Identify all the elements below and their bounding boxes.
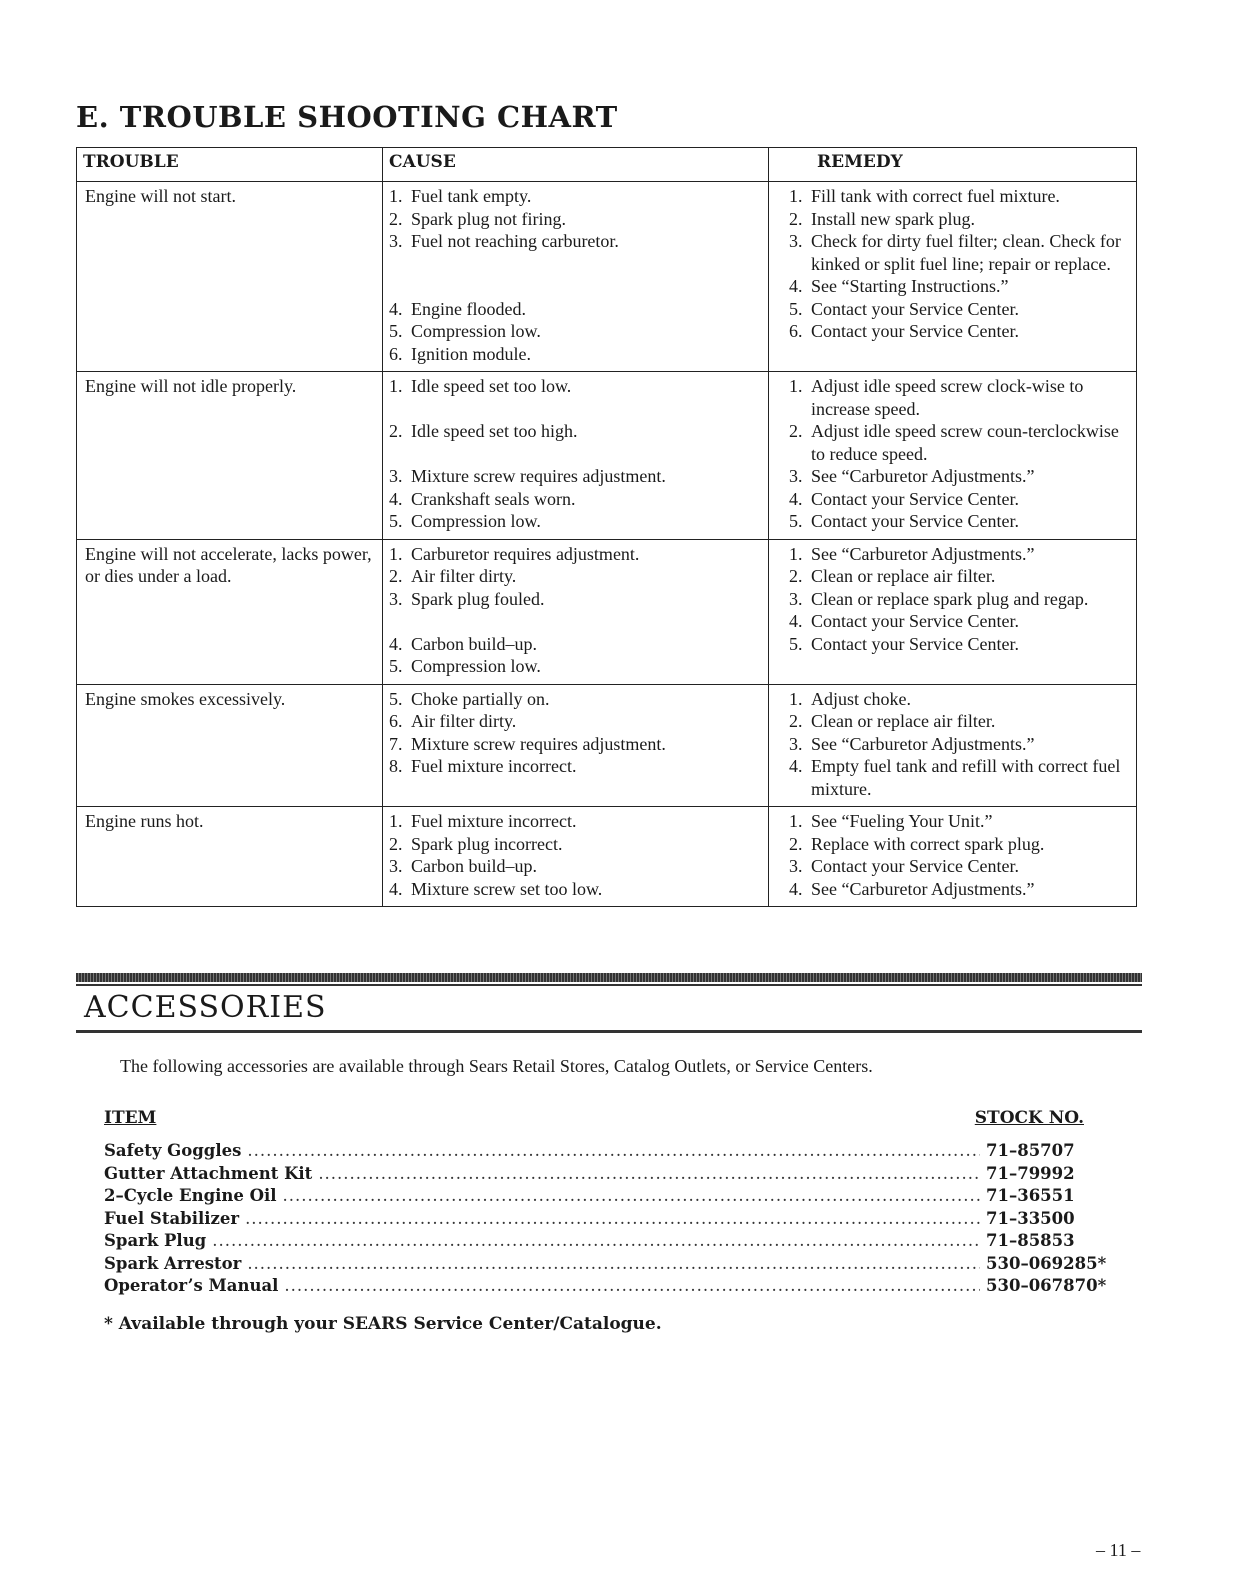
item-number: 6. bbox=[789, 321, 803, 341]
accessory-name: Gutter Attachment Kit bbox=[104, 1163, 313, 1183]
item-number: 3. bbox=[389, 231, 403, 251]
item-number: 4. bbox=[789, 488, 803, 509]
accessories-list bbox=[104, 1140, 1114, 1298]
accessory-name: Safety Goggles bbox=[104, 1141, 242, 1160]
remedy-item bbox=[789, 375, 1130, 420]
stock-column-header: STOCK NO. bbox=[974, 1108, 1084, 1128]
trouble-cell: Engine will not idle properly. bbox=[77, 372, 383, 540]
accessory-name: Operator’s Manual bbox=[104, 1276, 279, 1295]
accessory-name: 2–Cycle Engine Oil bbox=[104, 1186, 277, 1205]
section-divider-bottom bbox=[76, 1030, 1142, 1033]
item-number: 2. bbox=[389, 421, 403, 441]
item-text: Mixture screw requires adjustment. bbox=[411, 733, 666, 754]
item-number: 3. bbox=[789, 588, 803, 609]
accessory-row bbox=[104, 1275, 1114, 1298]
accessory-row bbox=[104, 1140, 1114, 1163]
table-header-row bbox=[77, 148, 1137, 182]
item-number: 8. bbox=[389, 756, 403, 776]
item-text: See “Carburetor Adjustments.” bbox=[811, 733, 1035, 754]
table-row bbox=[77, 182, 1137, 372]
cause-item bbox=[389, 565, 762, 588]
accessories-header bbox=[104, 1108, 1084, 1128]
item-text: Contact your Service Center. bbox=[811, 488, 1019, 509]
item-text: Air filter dirty. bbox=[411, 566, 517, 586]
remedy-item bbox=[789, 810, 1130, 833]
table-row bbox=[77, 684, 1137, 807]
item-text: Install new spark plug. bbox=[811, 208, 975, 229]
cause-item bbox=[389, 655, 762, 678]
item-text: Fill tank with correct fuel mixture. bbox=[811, 186, 1060, 206]
item-number: 1. bbox=[389, 811, 403, 831]
item-text: Clean or replace air filter. bbox=[811, 566, 996, 586]
remedy-item bbox=[789, 208, 1130, 231]
remedy-item bbox=[789, 710, 1130, 733]
table-row bbox=[77, 372, 1137, 540]
item-number: 2. bbox=[789, 566, 803, 586]
item-text: Replace with correct spark plug. bbox=[811, 833, 1045, 854]
item-number: 5. bbox=[389, 321, 403, 341]
cause-item bbox=[389, 510, 762, 533]
trouble-cell: Engine will not accelerate, lacks power, or dies under a load. bbox=[77, 539, 383, 684]
item-text: Compression low. bbox=[411, 321, 541, 341]
item-text: See “Carburetor Adjustments.” bbox=[811, 543, 1035, 564]
cause-item bbox=[389, 343, 762, 366]
item-number: 5. bbox=[389, 688, 403, 709]
item-text: Ignition module. bbox=[411, 343, 531, 364]
header-remedy: REMEDY bbox=[769, 148, 1137, 182]
table-row bbox=[77, 539, 1137, 684]
remedy-item bbox=[789, 610, 1130, 633]
cause-item bbox=[389, 733, 762, 756]
accessory-name: Spark Arrestor bbox=[104, 1253, 242, 1273]
remedy-cell bbox=[769, 182, 1137, 372]
item-text: See “Starting Instructions.” bbox=[811, 276, 1009, 296]
item-number: 4. bbox=[789, 276, 803, 296]
remedy-item bbox=[789, 565, 1130, 588]
item-text: Choke partially on. bbox=[411, 688, 550, 709]
item-number: 6. bbox=[389, 343, 403, 364]
item-number: 4. bbox=[789, 878, 803, 899]
accessory-stock-number: 71–33500 bbox=[986, 1208, 1075, 1228]
item-number: 7. bbox=[389, 733, 403, 754]
item-number: 4. bbox=[389, 878, 403, 899]
item-text: Compression low. bbox=[411, 656, 541, 676]
item-number: 4. bbox=[789, 611, 803, 631]
cause-item bbox=[389, 298, 762, 321]
page-number: – 11 – bbox=[1096, 1540, 1141, 1560]
table-row bbox=[77, 807, 1137, 907]
item-text: Contact your Service Center. bbox=[811, 511, 1019, 531]
remedy-cell bbox=[769, 807, 1137, 907]
item-number: 1. bbox=[389, 543, 403, 564]
page-title: E. TROUBLE SHOOTING CHART bbox=[76, 100, 618, 134]
item-text: Contact your Service Center. bbox=[811, 321, 1019, 341]
item-number: 1. bbox=[789, 688, 803, 709]
spacer bbox=[389, 443, 762, 466]
accessory-stock-number: 71–79992 bbox=[986, 1163, 1075, 1183]
remedy-cell bbox=[769, 684, 1137, 807]
cause-item bbox=[389, 855, 762, 878]
remedy-item bbox=[789, 298, 1130, 321]
accessory-stock-number: 530–069285* bbox=[986, 1253, 1107, 1273]
item-text: Spark plug not firing. bbox=[411, 208, 566, 229]
remedy-item bbox=[789, 755, 1130, 800]
remedy-item bbox=[789, 275, 1130, 298]
item-number: 1. bbox=[789, 811, 803, 831]
cause-item bbox=[389, 420, 762, 443]
item-number: 2. bbox=[389, 208, 403, 229]
header-trouble: TROUBLE bbox=[77, 148, 383, 182]
remedy-cell bbox=[769, 539, 1137, 684]
item-text: See “Carburetor Adjustments.” bbox=[811, 878, 1035, 899]
item-number: 1. bbox=[789, 376, 803, 396]
item-text: See “Fueling Your Unit.” bbox=[811, 811, 993, 831]
item-number: 5. bbox=[389, 656, 403, 676]
footnote: * Available through your SEARS Service Center/Catalogue. bbox=[104, 1314, 662, 1334]
remedy-cell bbox=[769, 372, 1137, 540]
item-text: Contact your Service Center. bbox=[811, 633, 1019, 654]
dot-leader bbox=[245, 1208, 980, 1231]
item-text: Adjust choke. bbox=[811, 688, 911, 709]
item-column-header: ITEM bbox=[104, 1108, 157, 1128]
section-divider-top bbox=[76, 973, 1142, 982]
accessory-row bbox=[104, 1208, 1114, 1231]
item-number: 3. bbox=[789, 466, 803, 486]
item-number: 1. bbox=[789, 186, 803, 206]
item-text: See “Carburetor Adjustments.” bbox=[811, 466, 1035, 486]
cause-item bbox=[389, 810, 762, 833]
cause-item bbox=[389, 710, 762, 733]
item-number: 5. bbox=[389, 511, 403, 531]
item-text: Spark plug fouled. bbox=[411, 588, 545, 609]
item-text: Mixture screw requires adjustment. bbox=[411, 466, 666, 486]
remedy-item bbox=[789, 420, 1130, 465]
item-text: Fuel not reaching carburetor. bbox=[411, 231, 619, 251]
remedy-item bbox=[789, 543, 1130, 566]
item-number: 5. bbox=[789, 633, 803, 654]
item-text: Mixture screw set too low. bbox=[411, 878, 603, 899]
item-text: Carbon build–up. bbox=[411, 633, 537, 654]
remedy-item bbox=[789, 185, 1130, 208]
cause-cell bbox=[383, 807, 769, 907]
item-text: Adjust idle speed screw coun-terclockwise to reduce speed. bbox=[811, 421, 1119, 464]
item-number: 4. bbox=[389, 298, 403, 319]
remedy-item bbox=[789, 230, 1130, 275]
dot-leader bbox=[318, 1163, 980, 1186]
item-number: 1. bbox=[389, 376, 403, 396]
accessory-name: Spark Plug bbox=[104, 1231, 207, 1250]
spacer bbox=[389, 275, 762, 298]
item-text: Idle speed set too low. bbox=[411, 376, 572, 396]
cause-item bbox=[389, 185, 762, 208]
item-text: Crankshaft seals worn. bbox=[411, 488, 576, 509]
accessory-row bbox=[104, 1230, 1114, 1253]
item-number: 2. bbox=[389, 833, 403, 854]
item-text: Empty fuel tank and refill with correct fuel mixture. bbox=[811, 756, 1121, 799]
section-divider-line bbox=[76, 984, 1142, 986]
accessory-row bbox=[104, 1185, 1114, 1208]
trouble-cell: Engine will not start. bbox=[77, 182, 383, 372]
accessory-name: Fuel Stabilizer bbox=[104, 1208, 240, 1228]
item-number: 2. bbox=[789, 208, 803, 229]
item-number: 3. bbox=[389, 466, 403, 486]
cause-item bbox=[389, 755, 762, 778]
cause-item bbox=[389, 878, 762, 901]
item-number: 4. bbox=[789, 756, 803, 776]
trouble-cell: Engine runs hot. bbox=[77, 807, 383, 907]
remedy-item bbox=[789, 733, 1130, 756]
cause-cell bbox=[383, 539, 769, 684]
item-number: 5. bbox=[789, 298, 803, 319]
item-number: 3. bbox=[789, 733, 803, 754]
item-number: 2. bbox=[789, 421, 803, 441]
item-text: Contact your Service Center. bbox=[811, 611, 1019, 631]
spacer bbox=[389, 398, 762, 421]
item-number: 1. bbox=[389, 186, 403, 206]
accessory-stock-number: 71–85707 bbox=[986, 1141, 1075, 1160]
item-text: Contact your Service Center. bbox=[811, 856, 1019, 876]
accessories-intro: The following accessories are available through Sears Retail Stores, Catalog Outlets, or Service Centers. bbox=[120, 1056, 873, 1076]
item-text: Spark plug incorrect. bbox=[411, 833, 563, 854]
dot-leader bbox=[283, 1185, 980, 1208]
item-number: 2. bbox=[789, 711, 803, 731]
accessory-stock-number: 71–36551 bbox=[986, 1186, 1075, 1205]
cause-cell bbox=[383, 182, 769, 372]
item-text: Clean or replace air filter. bbox=[811, 711, 996, 731]
item-text: Fuel tank empty. bbox=[411, 186, 532, 206]
cause-item bbox=[389, 543, 762, 566]
accessory-stock-number: 530–067870* bbox=[986, 1276, 1107, 1295]
cause-item bbox=[389, 375, 762, 398]
item-number: 3. bbox=[789, 231, 803, 251]
accessory-row bbox=[104, 1253, 1114, 1276]
cause-item bbox=[389, 208, 762, 231]
item-text: Engine flooded. bbox=[411, 298, 526, 319]
remedy-item bbox=[789, 320, 1130, 343]
accessory-stock-number: 71–85853 bbox=[986, 1231, 1075, 1250]
remedy-item bbox=[789, 833, 1130, 856]
cause-item bbox=[389, 688, 762, 711]
cause-item bbox=[389, 633, 762, 656]
item-text: Carburetor requires adjustment. bbox=[411, 543, 640, 564]
item-text: Fuel mixture incorrect. bbox=[411, 756, 577, 776]
cause-cell bbox=[383, 372, 769, 540]
trouble-shooting-table bbox=[76, 147, 1137, 907]
remedy-item bbox=[789, 633, 1130, 656]
item-text: Idle speed set too high. bbox=[411, 421, 578, 441]
item-text: Check for dirty fuel filter; clean. Check for kinked or split fuel line; repair or replace. bbox=[811, 231, 1121, 274]
cause-item bbox=[389, 320, 762, 343]
item-number: 2. bbox=[789, 833, 803, 854]
remedy-item bbox=[789, 878, 1130, 901]
cause-cell bbox=[383, 684, 769, 807]
item-text: Contact your Service Center. bbox=[811, 298, 1019, 319]
item-text: Air filter dirty. bbox=[411, 711, 517, 731]
remedy-item bbox=[789, 465, 1130, 488]
item-text: Compression low. bbox=[411, 511, 541, 531]
item-number: 5. bbox=[789, 511, 803, 531]
dot-leader bbox=[247, 1253, 980, 1276]
accessory-row bbox=[104, 1163, 1114, 1186]
item-text: Adjust idle speed screw clock-wise to increase speed. bbox=[811, 376, 1084, 419]
trouble-cell: Engine smokes excessively. bbox=[77, 684, 383, 807]
item-text: Clean or replace spark plug and regap. bbox=[811, 588, 1089, 609]
remedy-item bbox=[789, 510, 1130, 533]
item-text: Fuel mixture incorrect. bbox=[411, 811, 577, 831]
remedy-item bbox=[789, 588, 1130, 611]
item-number: 3. bbox=[789, 856, 803, 876]
header-cause: CAUSE bbox=[383, 148, 769, 182]
spacer bbox=[389, 610, 762, 633]
item-text: Carbon build–up. bbox=[411, 856, 537, 876]
cause-item bbox=[389, 833, 762, 856]
spacer bbox=[389, 253, 762, 276]
cause-item bbox=[389, 230, 762, 253]
remedy-item bbox=[789, 855, 1130, 878]
item-number: 4. bbox=[389, 633, 403, 654]
dot-leader bbox=[212, 1230, 980, 1253]
item-number: 2. bbox=[389, 566, 403, 586]
cause-item bbox=[389, 465, 762, 488]
cause-item bbox=[389, 488, 762, 511]
remedy-item bbox=[789, 688, 1130, 711]
accessories-title: ACCESSORIES bbox=[84, 990, 327, 1025]
item-number: 6. bbox=[389, 711, 403, 731]
dot-leader bbox=[284, 1275, 980, 1298]
item-number: 4. bbox=[389, 488, 403, 509]
item-number: 3. bbox=[389, 588, 403, 609]
dot-leader bbox=[247, 1140, 980, 1163]
item-number: 1. bbox=[789, 543, 803, 564]
remedy-item bbox=[789, 488, 1130, 511]
item-number: 3. bbox=[389, 856, 403, 876]
cause-item bbox=[389, 588, 762, 611]
